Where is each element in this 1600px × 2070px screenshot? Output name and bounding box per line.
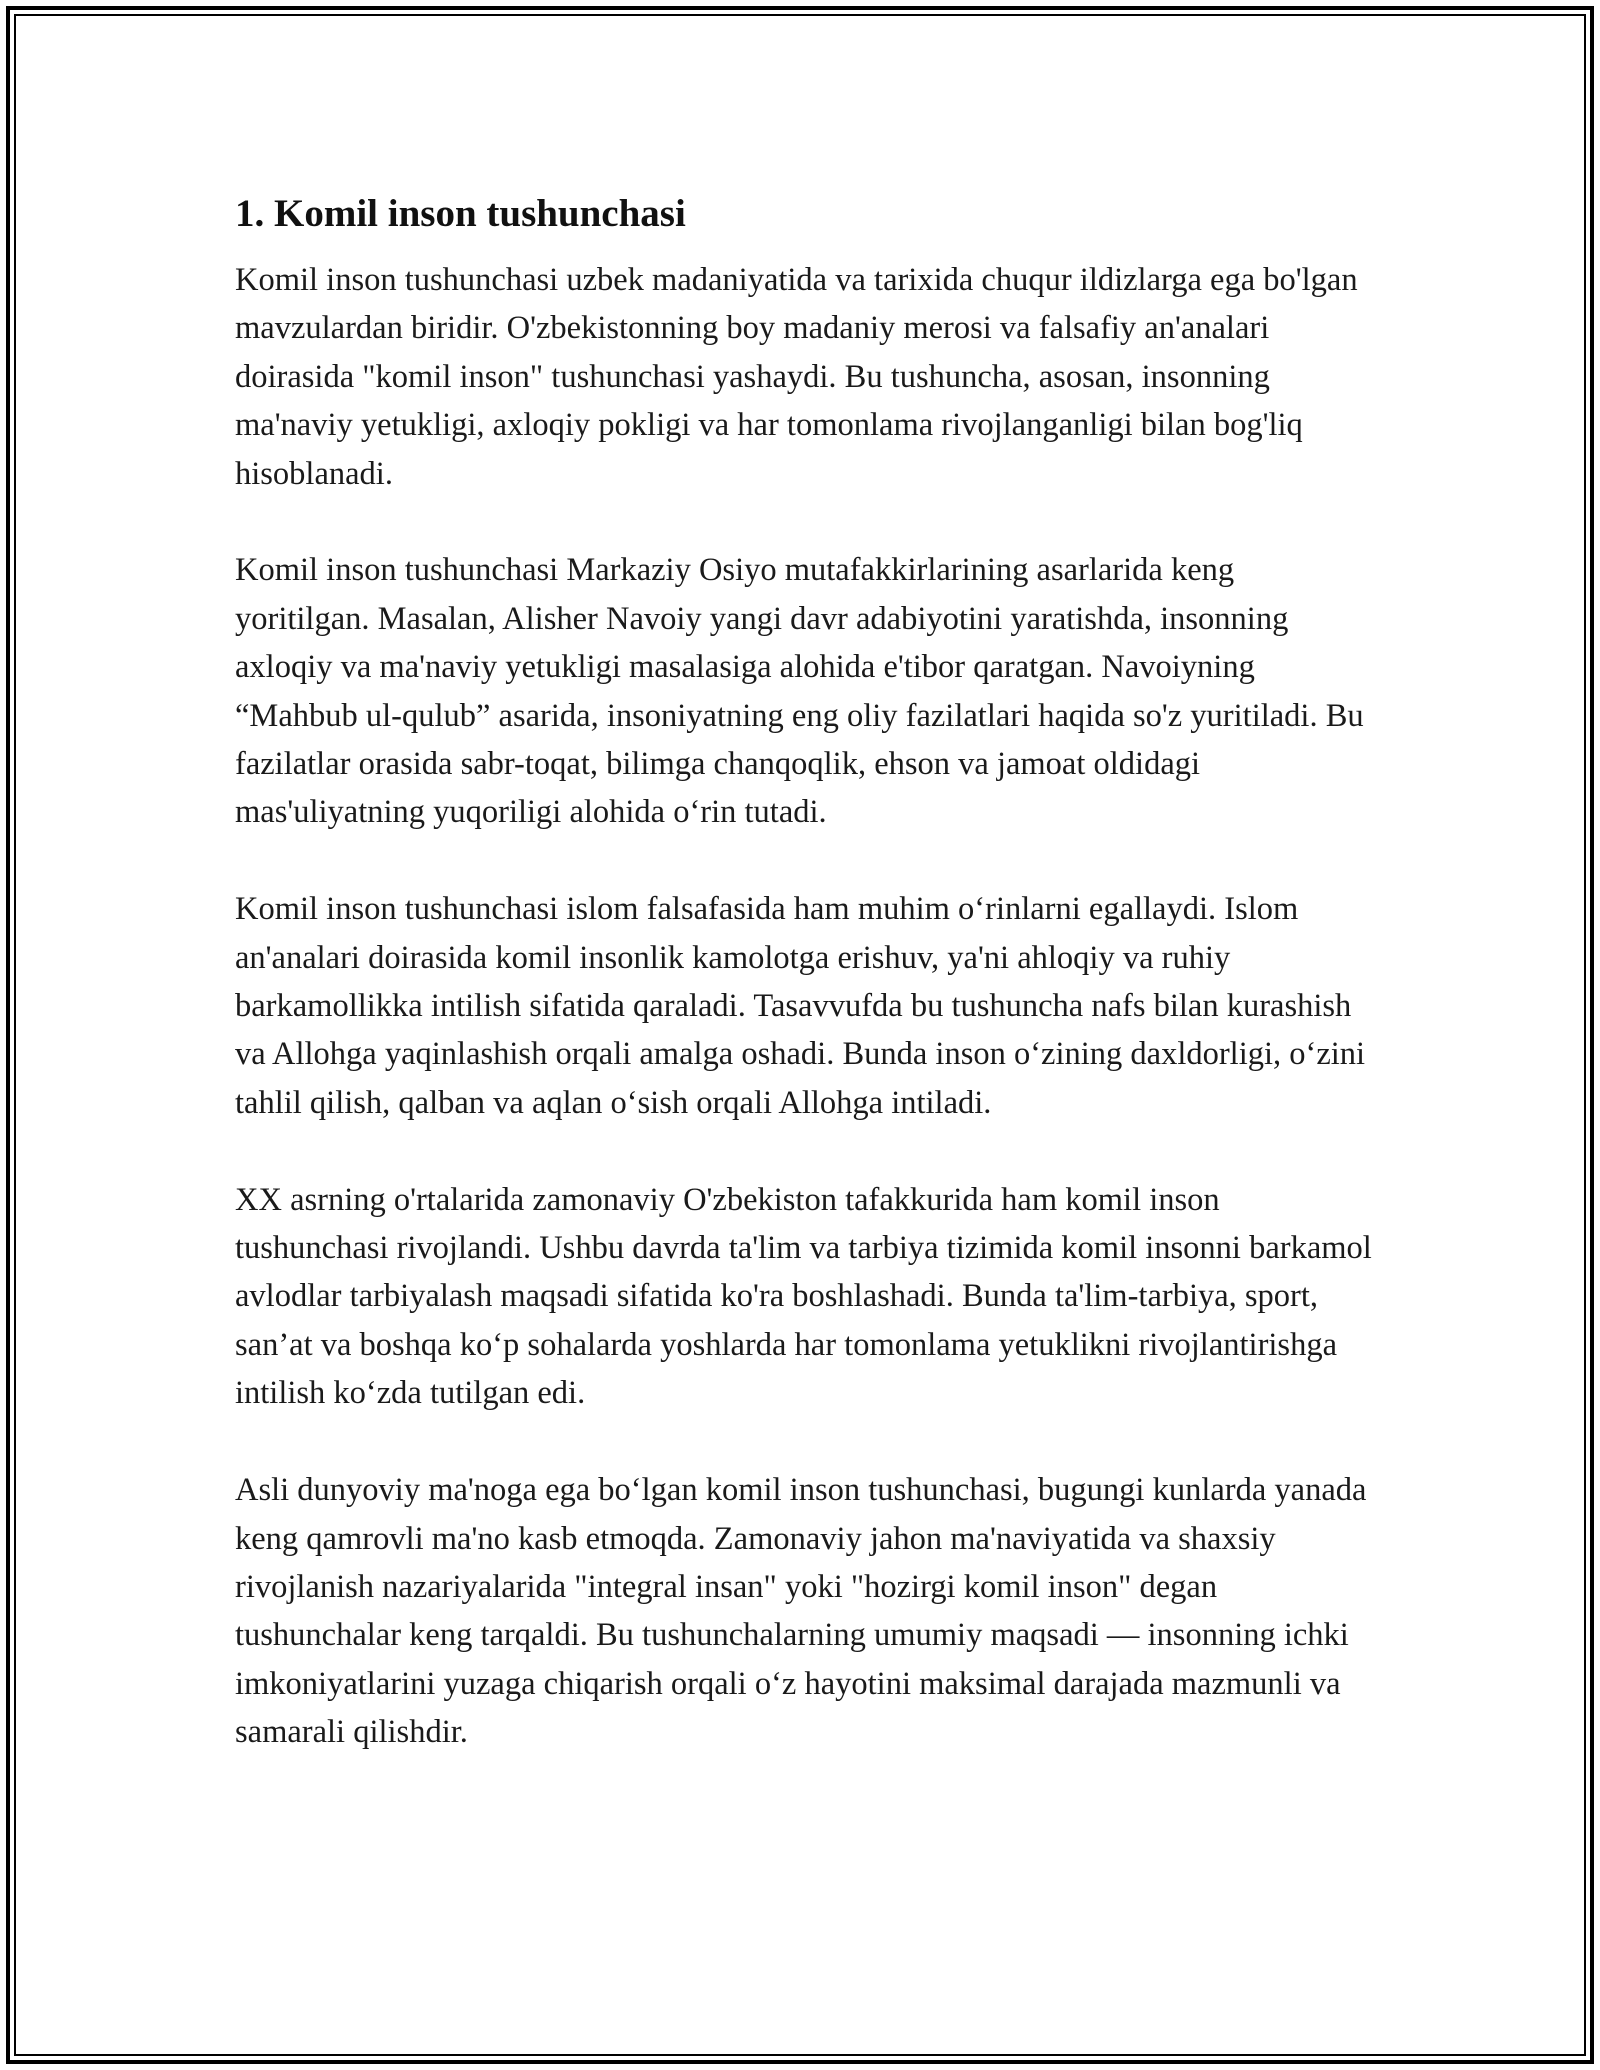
paragraph-5: Asli dunyoviy ma'noga ega boʻlgan komil inson tushunchasi, bugungi kunlarda yanada keng qamrovli ma'no kasb etmoqda. Zamonaviy jahon ma'naviyatida va shaxsiy rivojlanish nazariyalarida "integral insan" yoki "hozirgi komil inson" degan tushunchalar keng tarqaldi. Bu tushunchalarning umumiy maqsadi — insonning ichki imkoniyatlarini yuzaga chiqarish orqali oʻz hayotini maksimal darajada mazmunli va samarali qilishdir.	[235, 1472, 1367, 1751]
document-body	[235, 184, 1375, 1757]
section-heading: 1. Komil inson tushunchasi	[235, 192, 686, 235]
paragraph-1: Komil inson tushunchasi uzbek madaniyatida va tarixida chuqur ildizlarga ega bo'lgan mavzulardan biridir. O'zbekistonning boy madaniy merosi va falsafiy an'analari doirasida "komil inson" tushunchasi yashaydi. Bu tushuncha, asosan, insonning ma'naviy yetukligi, axloqiy pokligi va har tomonlama rivojlanganligi bilan bog'liq hisoblanadi.	[235, 262, 1358, 492]
paragraph-2: Komil inson tushunchasi Markaziy Osiyo mutafakkirlarining asarlarida keng yoritilgan. Masalan, Alisher Navoiy yangi davr adabiyotini yaratishda, insonning axloqiy va ma'naviy yetukligi masalasiga alohida e'tibor qaratgan. Navoiyning “Mahbub ul-qulub” asarida, insoniyatning eng oliy fazilatlari haqida so'z yuritiladi. Bu fazilatlar orasida sabr-toqat, bilimga chanqoqlik, ehson va jamoat oldidagi mas'uliyatning yuqoriligi alohida oʻrin tutadi.	[235, 552, 1364, 831]
paragraph-3: Komil inson tushunchasi islom falsafasida ham muhim oʻrinlarni egallaydi. Islom an'analari doirasida komil insonlik kamolotga erishuv, ya'ni ahloqiy va ruhiy barkamollikka intilish sifatida qaraladi. Tasavvufda bu tushuncha nafs bilan kurashish va Allohga yaqinlashish orqali amalga oshadi. Bunda inson oʻzining daxldorligi, oʻzini tahlil qilish, qalban va aqlan oʻsish orqali Allohga intiladi.	[235, 891, 1366, 1121]
paragraph-4: XX asrning o'rtalarida zamonaviy O'zbekiston tafakkurida ham komil inson tushunchasi rivojlandi. Ushbu davrda ta'lim va tarbiya tizimida komil insonni barkamol avlodlar tarbiyalash maqsadi sifatida ko'ra boshlashadi. Bunda ta'lim-tarbiya, sport, san’at va boshqa koʻp sohalarda yoshlarda har tomonlama yetuklikni rivojlantirishga intilish koʻzda tutilgan edi.	[235, 1181, 1372, 1412]
